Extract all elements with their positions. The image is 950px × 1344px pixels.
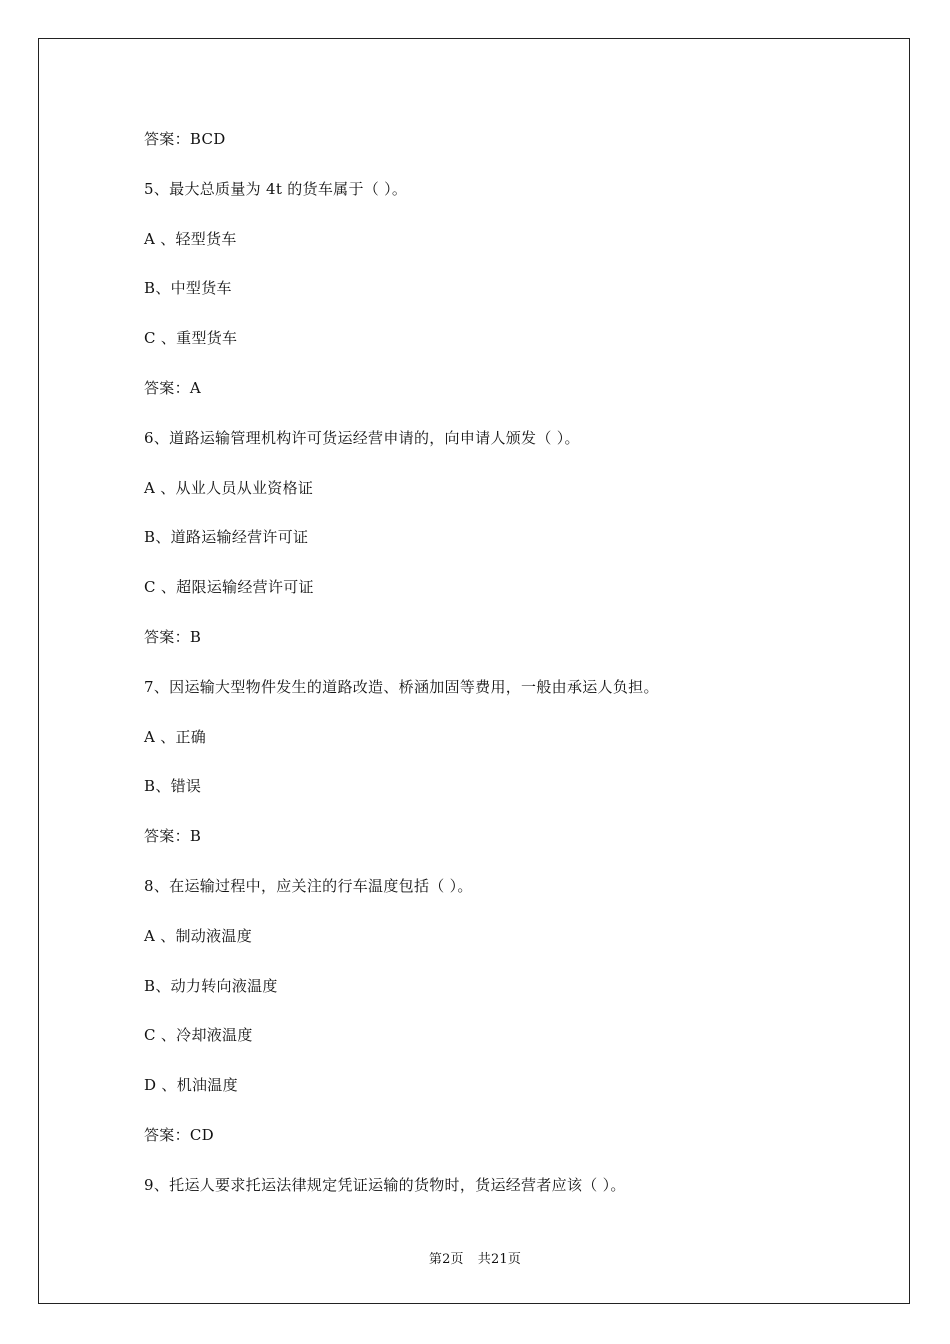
question-8-option-b: B、动力转向液温度 xyxy=(144,976,278,995)
page-total: 共21页 xyxy=(477,1252,522,1267)
question-7-option-b: B、错误 xyxy=(144,777,202,796)
question-8-option-d: D 、机油温度 xyxy=(144,1076,238,1095)
page-number: 第2页 xyxy=(428,1252,464,1267)
question-5: 5、最大总质量为 4t 的货车属于（ ）。 xyxy=(144,179,408,198)
question-6-option-c: C 、超限运输经营许可证 xyxy=(144,578,314,597)
question-8: 8、在运输过程中，应关注的行车温度包括（ ）。 xyxy=(144,876,473,895)
answer-6: 答案：B xyxy=(144,627,202,646)
question-9: 9、托运人要求托运法律规定凭证运输的货物时，货运经营者应该（ ）。 xyxy=(144,1175,626,1194)
question-6: 6、道路运输管理机构许可货运经营申请的，向申请人颁发（ ）。 xyxy=(144,428,580,447)
question-5-option-a: A 、轻型货车 xyxy=(144,229,237,248)
question-7: 7、因运输大型物件发生的道路改造、桥涵加固等费用，一般由承运人负担。 xyxy=(144,677,659,696)
question-7-option-a: A 、正确 xyxy=(144,727,207,746)
question-6-option-b: B、道路运输经营许可证 xyxy=(144,528,309,547)
question-8-option-c: C 、冷却液温度 xyxy=(144,1026,253,1045)
document-body xyxy=(144,126,864,1222)
page-footer xyxy=(0,1248,950,1267)
question-8-option-a: A 、制动液温度 xyxy=(144,926,253,945)
question-5-option-c: C 、重型货车 xyxy=(144,329,238,348)
question-5-option-b: B、中型货车 xyxy=(144,279,232,298)
answer-4: 答案：BCD xyxy=(144,130,226,148)
answer-7: 答案：B xyxy=(144,827,202,846)
question-6-option-a: A 、从业人员从业资格证 xyxy=(144,478,314,497)
answer-8: 答案：CD xyxy=(144,1125,215,1144)
answer-5: 答案：A xyxy=(144,378,202,397)
